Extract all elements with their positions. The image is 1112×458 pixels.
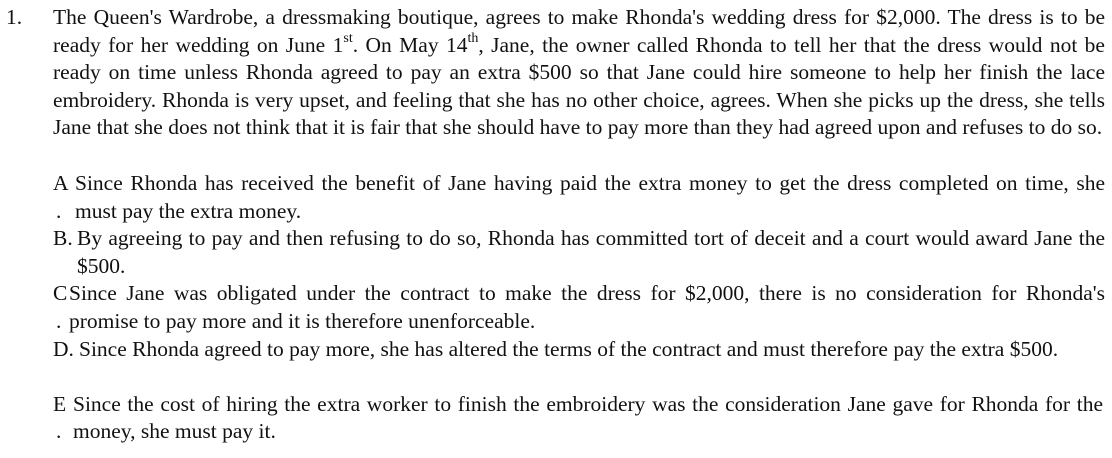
option-c[interactable] [53,280,1105,335]
stem-text-part1: The Queen's Wardrobe, a dressmaking boutique, agrees to make Rhonda's wedding dress for $2,000. The dress is to be ready for her wedding on June 1 [53,5,1105,57]
stem-text-part2: . On May 14 [352,32,468,57]
option-d[interactable] [53,336,1105,391]
option-letter: A [53,171,69,195]
stem-text-part3: , Jane, the owner called Rhonda to tell her that the dress would not be ready on time unless Rhonda agreed to pay an extra $500 so that Jane could hire someone to help her finish the lace embroidery. Rhonda is very upset, and feeling that she has no other choice, agrees. When she picks up the dress, she tells Jane that she does not think that it is fair that she should have to pay more than they had agreed upon and refuses to do so. [53,32,1105,140]
option-letter: D. [53,336,74,361]
option-letter: C [53,281,68,306]
option-text: Since Rhonda agreed to pay more, she has altered the terms of the contract and must therefore pay the extra $500. [79,336,1059,361]
stem-superscript-st: st [343,31,353,47]
option-letter: B. [53,226,73,251]
option-letter-dot: . [56,198,62,223]
question-number: 1. [6,5,23,29]
option-letter-dot: . [56,419,62,444]
option-text: Since Jane was obligated under the contract to make the dress for $2,000, there is no consideration for Rhonda's promise to pay more and it is therefore unenforceable. [69,281,1105,333]
answer-options [53,170,1105,446]
option-text: By agreeing to pay and then refusing to do so, Rhonda has committed tort of deceit and a court would award Jane the $500. [77,226,1105,278]
stem-superscript-th: th [467,31,479,47]
option-e[interactable] [53,391,1105,446]
option-letter-dot: . [56,308,62,333]
option-text: Since Rhonda has received the benefit of Jane having paid the extra money to get the dress completed on time, she must pay the extra money. [75,171,1105,223]
option-b[interactable] [53,225,1105,280]
option-text: Since the cost of hiring the extra worker to finish the embroidery was the consideration Jane gave for Rhonda for the money, she must pay it. [73,391,1103,444]
option-a[interactable] [53,170,1105,225]
option-letter: E [53,391,67,416]
question-stem [53,4,1105,142]
